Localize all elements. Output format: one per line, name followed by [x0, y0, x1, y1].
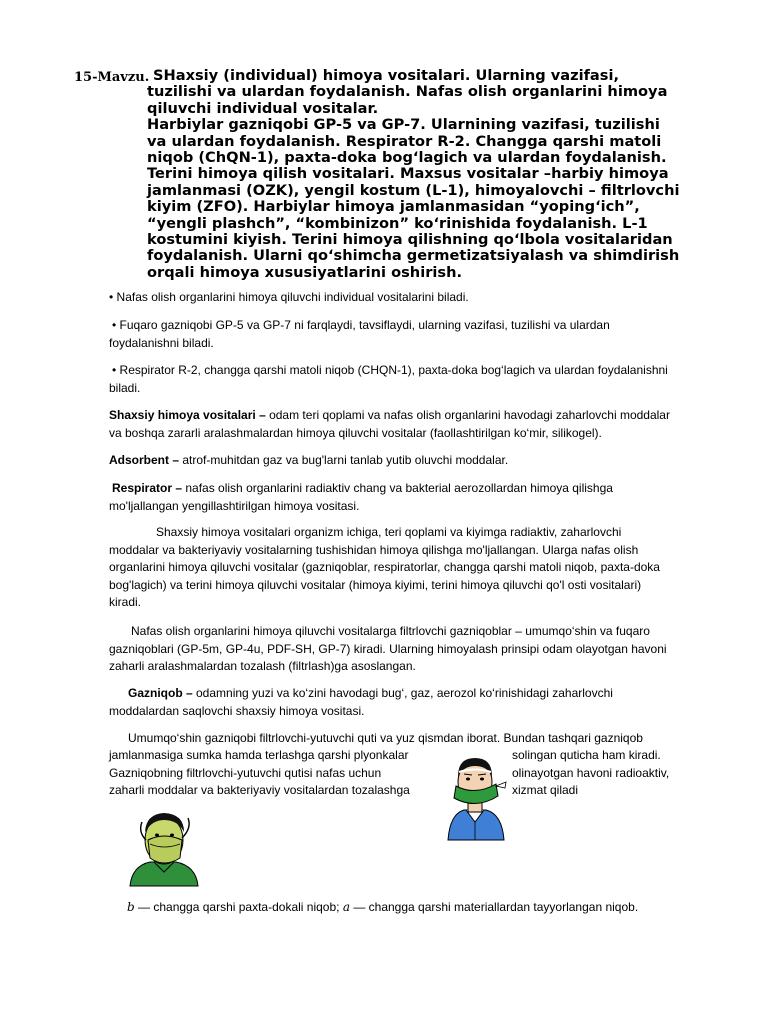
paragraph-line: bog'lagich) va terini himoya qiluvchi vositalar (himoya kiyimi, terini himoya qiluvchi qo'l osti vositalari): [109, 577, 642, 592]
figure-caption: [127, 900, 727, 914]
bullet-item: [109, 289, 714, 307]
title-line: Terini himoya qilish vositalari. Maxsus vositalar –harbiy himoya: [147, 165, 669, 183]
definition-term: Shaxsiy himoya vositalari –: [109, 408, 266, 422]
definition-text: atrof-muhitdan gaz va bug'larni tanlab yutib oluvchi moddalar.: [179, 453, 509, 467]
paragraph-line: jamlanmasiga sumka hamda terlashga qarshi plyonkalar: [109, 748, 409, 762]
caption-text-a: — changga qarshi materiallardan tayyorlangan niqob.: [349, 900, 639, 914]
paragraph-line: solingan quticha ham kiradi.: [512, 748, 661, 762]
cloth-mask-illustration: [442, 752, 508, 842]
bullet-text: • Nafas olish organlarini himoya qiluvchi individual vositalarini biladi.: [109, 290, 469, 304]
bullet-text: biladi.: [109, 380, 141, 395]
definition-text: odamning yuzi va ko‘zini havodagi bug‘, gaz, aerozol ko‘rinishidagi zaharlovchi: [192, 686, 613, 700]
paragraph-line: organlarini himoya qiluvchi vositalar (gazniqoblar, respiratorlar, changga qarshi matoli niqob, paxta-doka: [109, 560, 660, 574]
paragraph-line: olinayotgan havoni radioaktiv,: [512, 765, 670, 780]
title-line: tuzilishi va ulardan foydalanish. Nafas olish organlarini himoya: [147, 83, 668, 101]
paragraph-line: Nafas olish organlarini himoya qiluvchi vositalarga filtrlovchi gazniqoblar – umumqo‘shin va fuqaro: [131, 624, 650, 638]
paragraph-line: kiradi.: [109, 595, 142, 609]
title-line: kostumini kiyish. Terini himoya qilishning qo‘lbola vositalaridan: [147, 231, 673, 249]
definition-gazniqob: [109, 685, 714, 720]
paragraph-1: [109, 524, 714, 612]
definition-adsorbent: [109, 452, 714, 470]
topic-label: 15-Mavzu.: [74, 70, 150, 85]
paragraph-line: Shaxsiy himoya vositalari organizm ichiga, teri qoplami va kiyimga radiaktiv, zaharlovchi: [156, 525, 622, 539]
gauze-mask-illustration: [128, 810, 202, 888]
definition-term: Gazniqob –: [128, 686, 193, 700]
paragraph-line: Gazniqobning filtrlovchi-yutuvchi qutisi nafas uchun: [109, 765, 382, 780]
bullet-item: [109, 362, 714, 397]
title-line: jamlanmasi (OZK), yengil kostum (L-1), himoyalovchi – filtrlovchi: [147, 181, 680, 199]
title-line: orqali himoya xususiyatlarini oshirish.: [147, 263, 463, 281]
definition-text: mo'ljallangan yengillashtirilgan himoya vositasi.: [109, 498, 360, 513]
caption-letter-b: b: [127, 900, 135, 914]
caption-text-b: — changga qarshi paxta-dokali niqob;: [134, 900, 343, 914]
title-line: “yengli plashch”, “kombinizon” ko‘rinishida foydalanish. L-1: [147, 214, 648, 232]
caption-letter-a: a: [342, 900, 350, 914]
bullet-text: • Respirator R-2, changga qarshi matoli niqob (CHQN-1), paxta-doka bog‘lagich va ulardan foydalanishni: [112, 363, 668, 377]
title-line: Harbiylar gazniqobi GP-5 va GP-7. Ularnining vazifasi, tuzilishi: [147, 116, 660, 134]
paragraph-line: moddalar va bakteriyaviy vositalarning tushishidan himoya qilishga mo'ljallangan. Ularga nafas olish: [109, 542, 639, 557]
title-line: qiluvchi individual vositalar.: [147, 99, 379, 117]
definition-text: nafas olish organlarini radiaktiv chang va bakterial aerozollardan himoya qilishga: [182, 481, 613, 495]
definition-text: va boshqa zararli aralashmalardan himoya qiluvchi vositalar (faollashtirilgan ko‘mir, silikogel).: [109, 425, 602, 440]
title-line: SHaxsiy (individual) himoya vositalari. Ularning vazifasi,: [153, 67, 620, 84]
paragraph-line: Umumqo‘shin gazniqobi filtrlovchi-yutuvchi quti va yuz qismdan iborat. Bundan tashqari gazniqob: [128, 731, 643, 745]
paragraph-2: [109, 623, 714, 676]
title-line: va ulardan foydalanish. Respirator R-2. Changga qarshi matoli: [147, 132, 662, 150]
title-line: niqob (ChQN-1), paxta-doka bog‘lagich va ulardan foydalanish.: [147, 149, 667, 167]
definition-text: odam teri qoplami va nafas olish organlarini havodagi zaharlovchi moddalar: [265, 408, 670, 422]
paragraph-3-right-column: [512, 747, 712, 800]
bullet-text: • Fuqaro gazniqobi GP-5 va GP-7 ni farqlaydi, tavsiflaydi, ularning vazifasi, tuzilishi va ulardan: [112, 318, 610, 332]
definition-term: Adsorbent –: [109, 453, 180, 467]
paragraph-3-first: [109, 730, 714, 748]
definition-shaxsiy: [109, 407, 714, 442]
paragraph-line: xizmat qiladi: [512, 783, 579, 797]
bullet-item: [109, 317, 714, 352]
paragraph-line: gazniqoblari (GP-5m, GP-4u, PDF-SH, GP-7) kiradi. Ularning himoyalash prinsipi odam olayotgan havoni: [109, 641, 667, 656]
bullet-text: foydalanishni biladi.: [109, 335, 214, 350]
title-line: kiyim (ZFO). Harbiylar himoya jamlanmasidan “yoping‘ich”,: [147, 198, 640, 216]
definition-term: Respirator –: [112, 481, 183, 495]
paragraph-line: zaharli moddalar va bakteriyaviy vositalardan tozalashga: [109, 783, 410, 797]
topic-title: [147, 68, 719, 281]
paragraph-line: zaharli aralashmalardan tozalash (filtrlash)ga asoslangan.: [109, 659, 416, 673]
paragraph-3-left-column: [109, 747, 439, 800]
definition-respirator: [109, 480, 714, 515]
title-line: foydalanish. Ularni qo‘shimcha germetizatsiyalash va shimdirish: [147, 247, 680, 265]
definition-text: moddalardan saqlovchi shaxsiy himoya vositasi.: [109, 703, 365, 718]
